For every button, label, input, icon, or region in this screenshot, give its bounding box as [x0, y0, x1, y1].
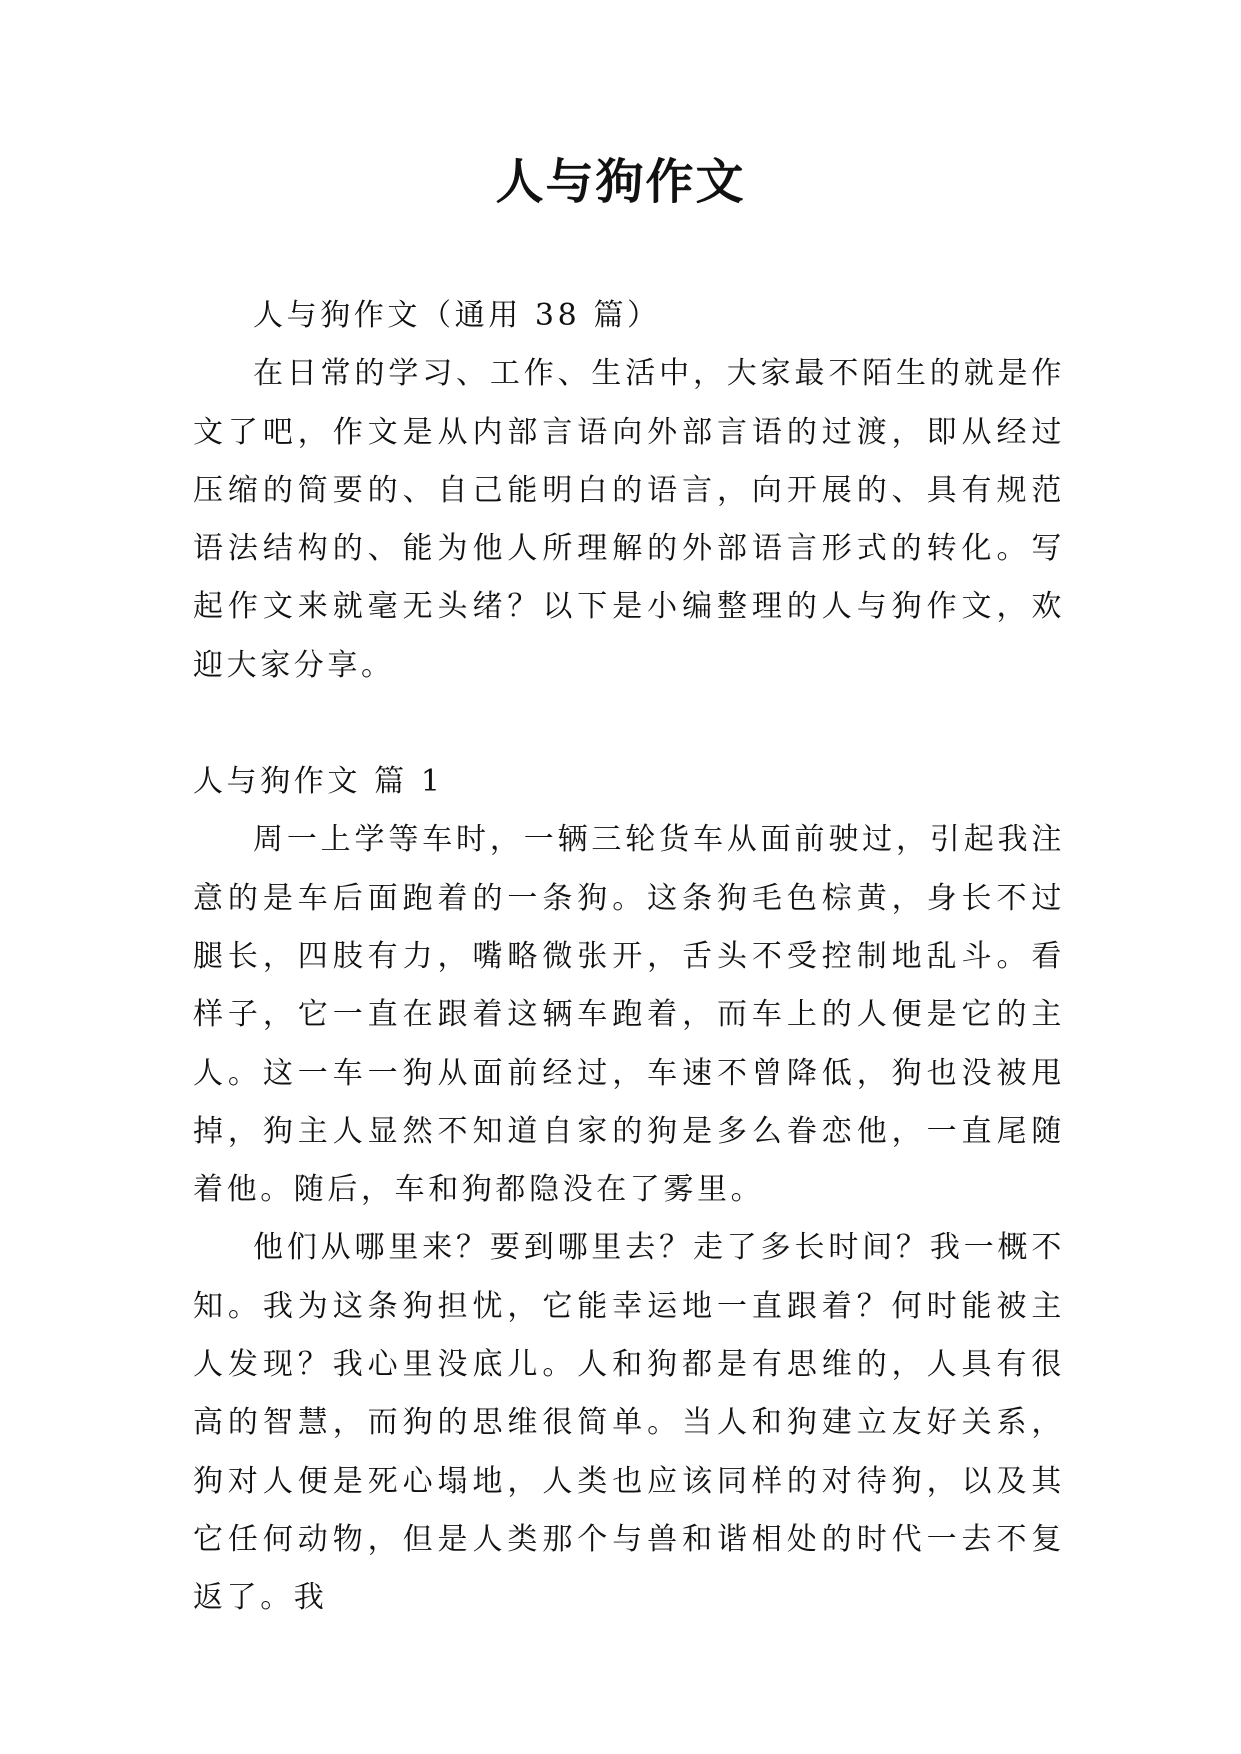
section-paragraph: 周一上学等车时，一辆三轮货车从面前驶过，引起我注意的是车后面跑着的一条狗。这条狗毛色棕黄，身长不过腿长，四肢有力，嘴略微张开，舌头不受控制地乱斗。看样子，它一直在跟着这辆车跑着，而车上的人便是它的主人。这一车一狗从面前经过，车速不曾降低，狗也没被甩掉，狗主人显然不知道自家的狗是多么眷恋他，一直尾随着他。随后，车和狗都隐没在了雾里。 — [193, 822, 1065, 1208]
section-paragraph: 他们从哪里来？要到哪里去？走了多长时间？我一概不知。我为这条狗担忧，它能幸运地一直跟着？何时能被主人发现？我心里没底儿。人和狗都是有思维的，人具有很高的智慧，而狗的思维很简单。当人和狗建立友好关系，狗对人便是死心塌地，人类也应该同样的对待狗，以及其它任何动物，但是人类那个与兽和谐相处的时代一去不复返了。我 — [193, 1230, 1065, 1616]
document-title: 人与狗作文 — [495, 154, 746, 210]
document-subtitle: 人与狗作文（通用 38 篇） — [253, 298, 661, 333]
intro-paragraph: 在日常的学习、工作、生活中，大家最不陌生的就是作文了吧，作文是从内部言语向外部言语的过渡，即从经过压缩的简要的、自己能明白的语言，向开展的、具有规范语法结构的、能为他人所理解的外部语言形式的转化。写起作文来就毫无头绪？以下是小编整理的人与狗作文，欢迎大家分享。 — [193, 356, 1065, 683]
section-heading: 人与狗作文 篇 1 — [193, 764, 444, 800]
document-body — [193, 287, 1065, 1628]
